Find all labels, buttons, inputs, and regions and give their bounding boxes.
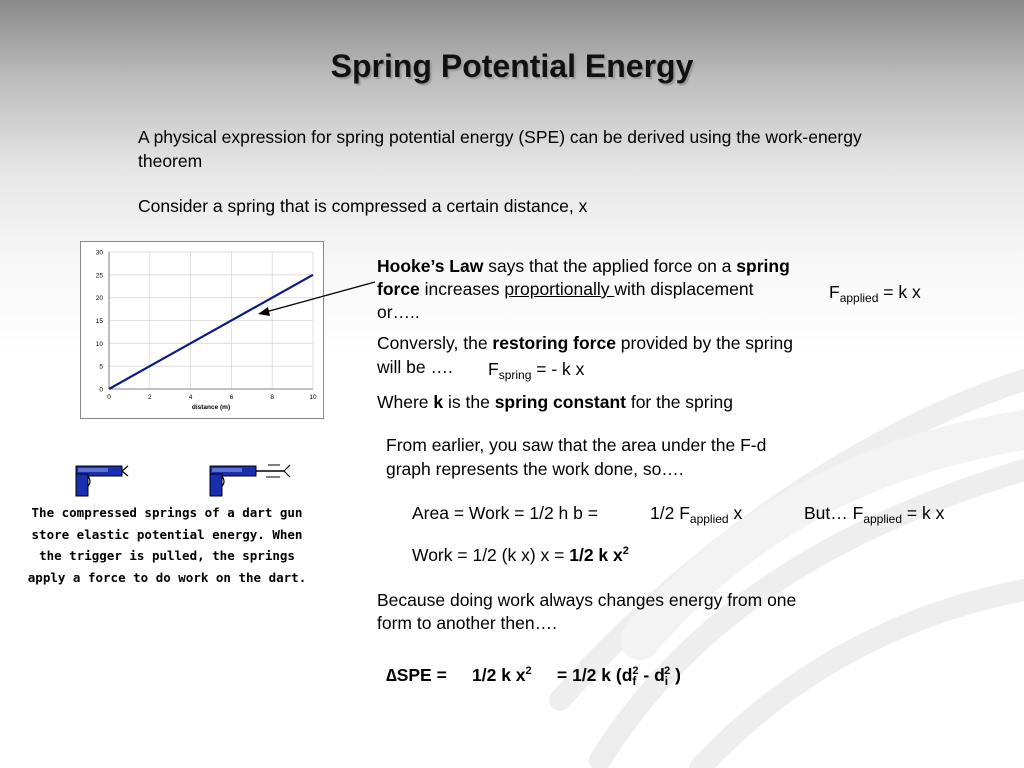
- slide-title: Spring Potential Energy: [330, 48, 694, 84]
- restoring-text-1: Conversly, the: [377, 333, 493, 353]
- area-eq2-a: 1/2 F: [650, 503, 690, 523]
- because-line-2: form to another then….: [377, 613, 557, 633]
- spe-d: ): [670, 665, 681, 685]
- f-spring-equation: [488, 357, 584, 381]
- f-spring-sub: spring: [498, 368, 532, 382]
- spe-sup-i: 2: [664, 665, 671, 677]
- spe-sub-i: i: [664, 674, 669, 688]
- but-rest: = k x: [902, 503, 945, 523]
- chart-y-tick-label: 0: [99, 386, 103, 394]
- chart-y-tick-label: 15: [95, 318, 103, 325]
- chart-y-tick-label: 25: [95, 272, 103, 280]
- because-line-1: Because doing work always changes energy from one: [377, 590, 797, 610]
- restoring-text-2: provided by the spring: [615, 333, 793, 353]
- consider-text: Consider a spring that is compressed a certain distance, x: [138, 196, 588, 216]
- work-bold: 1/2 k x: [569, 545, 623, 565]
- hooke-or: or…..: [377, 302, 420, 322]
- work-equation: [412, 543, 629, 567]
- spe-b: = 1/2 k (d: [557, 665, 633, 685]
- spe-a-sup: 2: [525, 665, 532, 677]
- dart-gun-caption: The compressed springs of a dart gun store elastic potential energy. When the trigger is pulled, the springs apply a force to do work on the dart.: [27, 505, 307, 585]
- spe-c: - d: [638, 665, 665, 685]
- where-spring-constant: spring constant: [494, 392, 626, 412]
- chart-x-tick-label: 6: [229, 394, 234, 401]
- where-text-1: Where: [377, 392, 434, 412]
- chart-y-tick-label: 30: [95, 249, 103, 257]
- chart-x-tick-label: 8: [270, 394, 275, 401]
- f-applied-equation: [829, 280, 921, 304]
- hooke-bold-force: force: [377, 279, 420, 299]
- hooke-text-3: with displacement: [614, 279, 754, 299]
- area-half-f-applied: [650, 501, 742, 525]
- spe-expanded: [557, 663, 681, 687]
- f-spring-F: F: [488, 359, 499, 379]
- spe-sub-f: f: [632, 674, 637, 688]
- hooke-text-1: says that the applied force on a: [483, 256, 737, 276]
- where-text-3: for the spring: [625, 392, 733, 412]
- area-eq2-b: x: [728, 503, 743, 523]
- chart-x-tick-label: 2: [147, 394, 152, 401]
- spe-half-k-x2: [472, 663, 532, 687]
- work-sup: 2: [622, 545, 629, 557]
- f-applied-F: F: [829, 282, 840, 302]
- hooke-underlined: proportionally: [504, 279, 615, 299]
- spe-sup-f: 2: [632, 665, 639, 677]
- restoring-bold: restoring force: [492, 333, 616, 353]
- but-sub: applied: [863, 512, 903, 526]
- chart-y-tick-label: 20: [95, 295, 103, 303]
- f-spring-rest: = - k x: [531, 359, 585, 379]
- hooke-bold-spring: spring: [736, 256, 790, 276]
- hooke-text-2: increases: [419, 279, 505, 299]
- area-line-1: From earlier, you saw that the area under the F-d: [386, 435, 767, 455]
- but-f-applied: [804, 501, 944, 525]
- area-line-2: graph represents the work done, so….: [386, 459, 684, 479]
- where-k-line: [377, 390, 733, 414]
- hooke-line-1: [377, 254, 790, 278]
- hooke-line-2: [377, 277, 753, 301]
- dart-gun-fired-icon: [206, 460, 296, 500]
- chart-y-tick-label: 10: [95, 340, 103, 348]
- chart-x-axis-label: distance (m): [191, 404, 231, 411]
- chart-x-tick-label: 0: [107, 394, 111, 401]
- hooke-term: Hooke’s Law: [377, 256, 484, 276]
- spe-delta: ∆SPE =: [386, 665, 447, 685]
- chart-x-tick-label: 10: [309, 394, 317, 401]
- spe-a: 1/2 k x: [472, 665, 526, 685]
- work-text: Work = 1/2 (k x) x =: [412, 545, 570, 565]
- chart-y-tick-label: 5: [99, 363, 103, 371]
- area-eq2-sub: applied: [689, 512, 729, 526]
- chart-x-tick-label: 4: [188, 394, 193, 401]
- where-k: k: [433, 392, 444, 412]
- f-applied-sub: applied: [839, 291, 879, 305]
- but-text: But… F: [804, 503, 864, 523]
- intro-text: A physical expression for spring potential energy (SPE) can be derived using the work-energy theorem: [138, 127, 862, 171]
- dart-gun-loaded-icon: [72, 460, 134, 500]
- restoring-line-2: will be ….: [377, 357, 453, 377]
- f-applied-rest: = k x: [878, 282, 921, 302]
- restoring-line-1: [377, 331, 793, 355]
- area-equation: Area = Work = 1/2 h b =: [412, 503, 598, 523]
- where-text-2: is the: [443, 392, 495, 412]
